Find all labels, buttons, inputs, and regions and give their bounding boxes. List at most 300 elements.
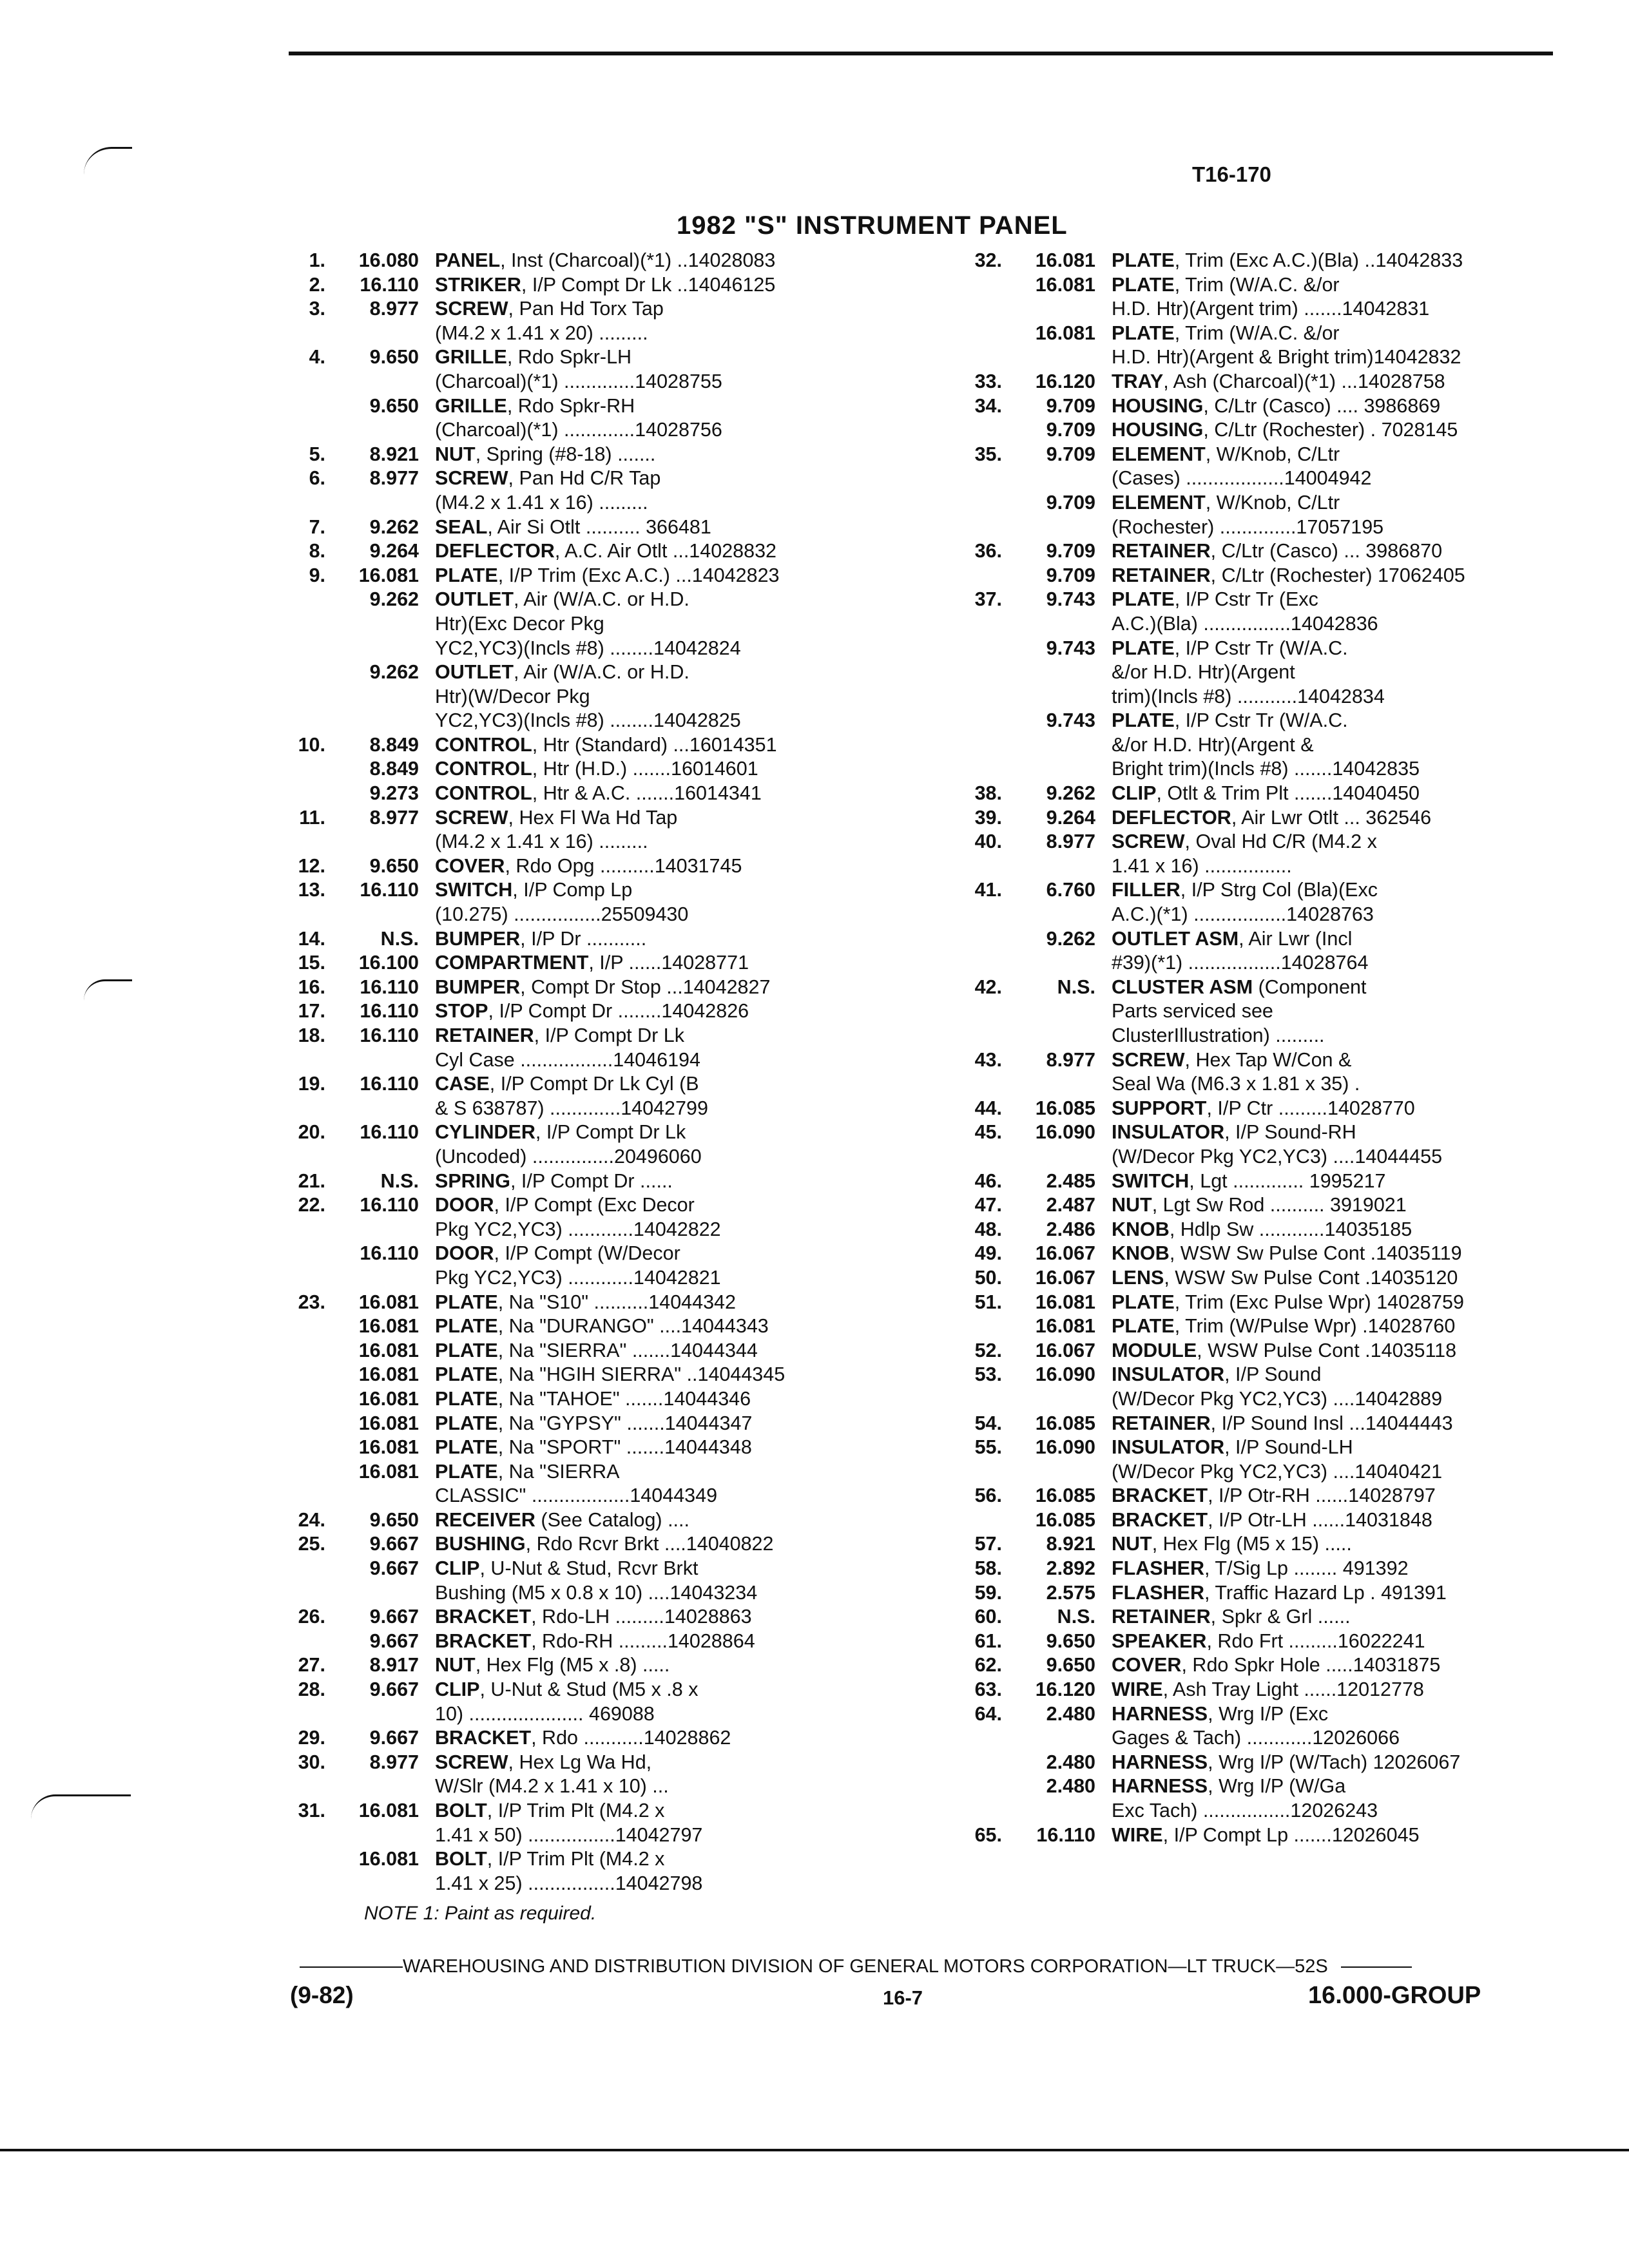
group-number: 16.110 (360, 879, 419, 901)
part-description: &/or H.D. Htr)(Argent (1112, 661, 1295, 684)
part-row (938, 322, 1547, 346)
part-row (938, 1532, 1547, 1557)
part-description: RETAINER, C/Ltr (Casco) ... 3986870 (1112, 540, 1443, 562)
part-name: COVER (435, 854, 505, 877)
footer-division-text: WAREHOUSING AND DISTRIBUTION DIVISION OF GENERAL MOTORS CORPORATION—LT TRUCK—52S (403, 1956, 1328, 1977)
group-number (325, 903, 419, 927)
group-number: 2.487 (1046, 1194, 1095, 1216)
item-number: 65. (974, 1823, 1002, 1846)
part-description: WIRE, I/P Compt Lp .......12026045 (1112, 1823, 1420, 1846)
footer-page-number: 16-7 (883, 1986, 923, 2009)
part-row (261, 1218, 880, 1242)
group-number: 16.100 (358, 952, 419, 974)
group-number: 9.667 (369, 1727, 419, 1749)
part-description: HARNESS, Wrg I/P (Exc (1112, 1702, 1329, 1725)
part-name: CLUSTER ASM (1112, 975, 1253, 998)
part-row (261, 1799, 880, 1823)
item-number (938, 612, 1002, 637)
part-name: PLATE (435, 1339, 498, 1361)
group-number: 16.081 (358, 1460, 419, 1483)
group-number: 8.977 (1046, 1048, 1095, 1071)
group-number: 9.650 (1046, 1654, 1095, 1677)
part-row (938, 1557, 1547, 1581)
group-number: 16.110 (360, 975, 419, 998)
part-description: TRAY, Ash (Charcoal)(*1) ...14028758 (1112, 370, 1445, 392)
part-description: Seal Wa (M6.3 x 1.81 x 35) . (1112, 1073, 1360, 1095)
part-description: COMPARTMENT, I/P ......14028771 (435, 952, 749, 974)
part-row (938, 685, 1547, 709)
part-description: SEAL, Air Si Otlt .......... 366481 (435, 515, 711, 538)
item-number: 15. (298, 952, 325, 974)
part-description: BOLT, I/P Trim Plt (M4.2 x (435, 1800, 665, 1821)
part-name: PLATE (1112, 249, 1175, 271)
group-number (325, 709, 419, 733)
part-description: 10) ..................... 469088 (435, 1702, 655, 1725)
part-description: SWITCH, Lgt ............. 1995217 (1112, 1169, 1386, 1192)
group-number: 9.667 (369, 1629, 419, 1652)
part-row (938, 878, 1547, 903)
part-row (938, 491, 1547, 515)
part-row (938, 951, 1547, 975)
group-number: 16.090 (1035, 1436, 1095, 1459)
item-number (938, 685, 1002, 709)
part-row (261, 1436, 880, 1460)
part-row (938, 515, 1547, 540)
item-number (261, 1218, 325, 1242)
group-number: 9.262 (369, 661, 419, 684)
group-number: 16.080 (358, 249, 419, 271)
item-number: 51. (974, 1291, 1002, 1313)
group-number (1002, 1387, 1095, 1412)
item-number: 5. (309, 443, 325, 465)
item-number: 12. (298, 854, 325, 877)
part-description: SCREW, Hex Fl Wa Hd Tap (435, 806, 678, 829)
part-row (261, 660, 880, 685)
group-number: 16.067 (1035, 1339, 1095, 1361)
part-name: FLASHER (1112, 1581, 1205, 1604)
part-description: KNOB, WSW Sw Pulse Cont .14035119 (1112, 1242, 1462, 1265)
part-name: SPRING (435, 1169, 510, 1192)
part-name: STOP (435, 1000, 488, 1023)
part-description: Htr)(W/Decor Pkg (435, 685, 590, 707)
item-number: 60. (974, 1606, 1002, 1628)
item-number (938, 927, 1002, 952)
group-number: 8.921 (369, 443, 419, 465)
group-number: 9.709 (1046, 540, 1095, 562)
item-number: 27. (298, 1654, 325, 1677)
part-name: SCREW (435, 806, 508, 829)
part-row (938, 1169, 1547, 1194)
part-row (938, 1653, 1547, 1678)
part-row (261, 1339, 880, 1363)
part-name: CONTROL (435, 733, 532, 756)
group-number (1002, 1024, 1095, 1048)
part-name: LENS (1112, 1266, 1164, 1289)
part-name: BRACKET (1112, 1485, 1208, 1507)
group-number: 16.081 (358, 1315, 419, 1338)
group-number: 6.760 (1046, 879, 1095, 901)
part-name: BRACKET (435, 1629, 532, 1652)
part-name: FILLER (1112, 879, 1181, 901)
part-description: & S 638787) .............14042799 (435, 1097, 708, 1119)
part-name: PLATE (435, 1387, 498, 1410)
part-description: HOUSING, C/Ltr (Rochester) . 7028145 (1112, 419, 1458, 441)
item-number (938, 757, 1002, 782)
top-rule (289, 52, 1553, 55)
part-description: KNOB, Hdlp Sw ............14035185 (1112, 1218, 1412, 1240)
part-description: 1.41 x 25) ................14042798 (435, 1872, 703, 1894)
part-description: (Cases) ..................14004942 (1112, 467, 1372, 490)
part-description: BUMPER, I/P Dr ........... (435, 927, 647, 950)
part-name: PLATE (1112, 588, 1175, 611)
group-number (1002, 733, 1095, 758)
item-number (938, 515, 1002, 540)
item-number (938, 491, 1002, 515)
item-number (261, 1145, 325, 1169)
part-description: YC2,YC3)(Incls #8) ........14042824 (435, 637, 741, 659)
part-row (938, 273, 1547, 298)
part-name: PANEL (435, 249, 501, 271)
part-name: WIRE (1112, 1678, 1163, 1701)
part-row (261, 345, 880, 370)
part-description: STOP, I/P Compt Dr ........14042826 (435, 1000, 749, 1023)
part-name: CLIP (435, 1678, 480, 1701)
footer-date: (9-82) (290, 1982, 354, 2008)
part-row (938, 757, 1547, 782)
group-number: 2.480 (1046, 1775, 1095, 1798)
item-number: 34. (974, 394, 1002, 417)
item-number (938, 999, 1002, 1024)
part-name: PLATE (1112, 322, 1175, 344)
item-number (261, 588, 325, 612)
part-description: COVER, Rdo Opg ..........14031745 (435, 854, 742, 877)
item-number (938, 709, 1002, 733)
part-description: INSULATOR, I/P Sound (1112, 1363, 1322, 1386)
group-number: 8.977 (369, 1751, 419, 1773)
part-row (261, 297, 880, 322)
part-row (261, 1872, 880, 1896)
part-description: CONTROL, Htr (Standard) ...16014351 (435, 733, 777, 756)
part-row (261, 322, 880, 346)
part-name: SCREW (435, 1751, 508, 1773)
part-description: PLATE, I/P Cstr Tr (W/A.C. (1112, 709, 1348, 732)
part-name: INSULATOR (1112, 1436, 1225, 1459)
part-row (938, 1774, 1547, 1799)
item-number: 44. (974, 1097, 1002, 1119)
group-number: 2.480 (1046, 1751, 1095, 1773)
part-description: FLASHER, T/Sig Lp ........ 491392 (1112, 1557, 1409, 1580)
part-name: PLATE (435, 1315, 498, 1338)
item-number: 7. (309, 515, 325, 538)
item-number: 9. (309, 564, 325, 586)
part-row (938, 806, 1547, 831)
group-number (1002, 1726, 1095, 1751)
group-number: 2.892 (1046, 1557, 1095, 1580)
part-description: DOOR, I/P Compt (Exc Decor (435, 1194, 695, 1216)
part-row (261, 612, 880, 637)
part-description: H.D. Htr)(Argent trim) .......14042831 (1112, 298, 1430, 320)
part-name: MODULE (1112, 1339, 1197, 1361)
group-number: 16.110 (360, 1024, 419, 1046)
footer-group: 16.000-GROUP (1308, 1982, 1481, 2009)
item-number (938, 322, 1002, 346)
item-number (261, 637, 325, 661)
item-number (938, 1145, 1002, 1169)
part-name: RETAINER (1112, 1412, 1211, 1434)
item-number: 54. (974, 1412, 1002, 1434)
item-number: 22. (298, 1194, 325, 1216)
item-number: 62. (974, 1654, 1002, 1677)
part-name: SUPPORT (1112, 1097, 1207, 1119)
group-number: N.S. (1057, 1606, 1095, 1628)
group-number: 16.110 (360, 1000, 419, 1023)
part-description: LENS, WSW Sw Pulse Cont .14035120 (1112, 1266, 1458, 1289)
part-description: CYLINDER, I/P Compt Dr Lk (435, 1121, 686, 1144)
part-row (938, 1605, 1547, 1629)
binder-mark-top (84, 147, 132, 175)
part-description: BRACKET, Rdo-LH .........14028863 (435, 1606, 752, 1628)
group-number: 9.650 (369, 854, 419, 877)
part-name: PLATE (1112, 709, 1175, 732)
part-description: Pkg YC2,YC3) ............14042822 (435, 1218, 721, 1240)
part-description: DEFLECTOR, Air Lwr Otlt ... 362546 (1112, 806, 1432, 829)
part-row (938, 370, 1547, 394)
part-description: WIRE, Ash Tray Light ......12012778 (1112, 1678, 1424, 1701)
group-number: 2.485 (1046, 1169, 1095, 1192)
part-row (938, 1823, 1547, 1848)
page-title: 1982 "S" INSTRUMENT PANEL (677, 211, 1068, 240)
group-number (325, 1872, 419, 1896)
part-description: BRACKET, I/P Otr-LH ......14031848 (1112, 1508, 1432, 1531)
item-number: 36. (974, 540, 1002, 562)
part-description: CONTROL, Htr & A.C. .......16014341 (435, 782, 762, 805)
item-number: 3. (309, 298, 325, 320)
group-number (325, 418, 419, 443)
group-number: 16.081 (1035, 273, 1095, 296)
part-row (938, 1484, 1547, 1508)
part-row (261, 951, 880, 975)
group-number: 9.262 (369, 588, 419, 611)
part-description: PLATE, Na "GYPSY" .......14044347 (435, 1412, 753, 1434)
item-number (938, 273, 1002, 298)
footnote: NOTE 1: Paint as required. (364, 1903, 597, 1924)
part-row (938, 999, 1547, 1024)
part-description: PANEL, Inst (Charcoal)(*1) ..14028083 (435, 249, 776, 271)
part-description: BUSHING, Rdo Rcvr Brkt ....14040822 (435, 1533, 774, 1555)
group-number (1002, 951, 1095, 975)
part-name: PLATE (435, 1460, 498, 1483)
group-number: 9.667 (369, 1557, 419, 1580)
part-description: (Charcoal)(*1) .............14028756 (435, 419, 722, 441)
item-number: 23. (298, 1291, 325, 1313)
part-row (938, 1193, 1547, 1218)
part-row (261, 539, 880, 564)
part-description: trim)(Incls #8) ...........14042834 (1112, 685, 1385, 707)
group-number (325, 637, 419, 661)
group-number: 16.081 (358, 564, 419, 586)
part-row (261, 588, 880, 612)
part-name: RETAINER (1112, 540, 1211, 562)
item-number: 18. (298, 1024, 325, 1046)
part-row (261, 830, 880, 854)
part-description: PLATE, Na "HGIH SIERRA" ..14044345 (435, 1363, 786, 1386)
item-number (261, 1557, 325, 1581)
part-row (938, 345, 1547, 370)
part-description: (W/Decor Pkg YC2,YC3) ....14042889 (1112, 1387, 1443, 1410)
part-row (261, 1774, 880, 1799)
part-name: PLATE (1112, 1291, 1175, 1313)
item-number: 24. (298, 1508, 325, 1531)
item-number (938, 1387, 1002, 1412)
group-number: 16.081 (358, 1412, 419, 1434)
part-description: COVER, Rdo Spkr Hole .....14031875 (1112, 1654, 1441, 1677)
part-row (261, 249, 880, 273)
part-row (938, 1387, 1547, 1412)
part-row (938, 1751, 1547, 1775)
part-description: CONTROL, Htr (H.D.) .......16014601 (435, 758, 758, 780)
part-description: SCREW, Pan Hd Torx Tap (435, 298, 664, 320)
item-number (938, 345, 1002, 370)
part-row (938, 1242, 1547, 1266)
group-number: 9.709 (1046, 419, 1095, 441)
part-description: W/Slr (M4.2 x 1.41 x 10) ... (435, 1775, 669, 1798)
part-row (261, 443, 880, 467)
part-name: COMPARTMENT (435, 952, 589, 974)
item-number (261, 1823, 325, 1848)
item-number (261, 1774, 325, 1799)
item-number: 31. (298, 1800, 325, 1821)
group-number: 16.110 (360, 1121, 419, 1144)
part-row (261, 999, 880, 1024)
part-row (938, 709, 1547, 733)
part-name: GRILLE (435, 346, 507, 369)
part-description: (M4.2 x 1.41 x 20) ......... (435, 322, 648, 344)
part-row (261, 854, 880, 879)
part-name: OUTLET (435, 661, 514, 684)
part-name: HOUSING (1112, 394, 1204, 417)
group-number (1002, 660, 1095, 685)
part-description: GRILLE, Rdo Spkr-LH (435, 346, 632, 369)
item-number (261, 1460, 325, 1485)
part-description: NUT, Lgt Sw Rod .......... 3919021 (1112, 1194, 1407, 1216)
part-name: BUMPER (435, 975, 521, 998)
group-number: 8.977 (369, 298, 419, 320)
part-description: Bushing (M5 x 0.8 x 10) ....14043234 (435, 1581, 758, 1604)
item-number: 35. (974, 443, 1002, 465)
group-number: 2.575 (1046, 1581, 1095, 1604)
part-name: BUMPER (435, 927, 521, 950)
item-number: 63. (974, 1678, 1002, 1701)
part-description: DOOR, I/P Compt (W/Decor (435, 1242, 680, 1265)
item-number: 45. (974, 1121, 1002, 1144)
part-name: RECEIVER (435, 1508, 535, 1531)
group-number: 16.081 (1035, 1315, 1095, 1338)
part-row (938, 1218, 1547, 1242)
item-number (261, 370, 325, 394)
part-row (261, 394, 880, 419)
item-number: 61. (974, 1629, 1002, 1652)
item-number (261, 903, 325, 927)
group-number: N.S. (380, 1169, 419, 1192)
part-name: PLATE (435, 1412, 498, 1434)
group-number (325, 1702, 419, 1727)
item-number (938, 733, 1002, 758)
part-row (938, 733, 1547, 758)
item-number: 46. (974, 1169, 1002, 1192)
part-description: NUT, Hex Flg (M5 x 15) ..... (1112, 1533, 1352, 1555)
part-row (938, 1726, 1547, 1751)
part-name: BRACKET (435, 1727, 532, 1749)
part-description: ELEMENT, W/Knob, C/Ltr (1112, 443, 1340, 465)
group-number: 9.709 (1046, 491, 1095, 514)
item-number (938, 1024, 1002, 1048)
item-number (938, 564, 1002, 588)
item-number: 48. (974, 1218, 1002, 1240)
part-row (261, 1314, 880, 1339)
part-row (261, 1581, 880, 1606)
group-number: 16.081 (358, 1387, 419, 1410)
part-description: 1.41 x 16) ................ (1112, 854, 1292, 877)
part-description: Cyl Case .................14046194 (435, 1048, 700, 1071)
footer-dash-left (300, 1966, 403, 1968)
group-number (1002, 903, 1095, 927)
part-description: INSULATOR, I/P Sound-LH (1112, 1436, 1353, 1459)
part-name: DOOR (435, 1242, 494, 1265)
part-row (938, 564, 1547, 588)
part-name: RETAINER (435, 1024, 534, 1046)
part-row (261, 806, 880, 831)
part-row (261, 1072, 880, 1097)
part-description: PLATE, Na "S10" ..........14044342 (435, 1291, 736, 1313)
part-row (261, 1605, 880, 1629)
item-number (938, 951, 1002, 975)
group-number (325, 1266, 419, 1291)
part-row (261, 1508, 880, 1533)
footer-division (300, 1956, 1412, 1977)
item-number (261, 1387, 325, 1412)
group-number: 16.085 (1035, 1097, 1095, 1119)
bottom-rule (0, 2149, 1629, 2151)
group-number (325, 1097, 419, 1121)
part-description: (Charcoal)(*1) .............14028755 (435, 370, 722, 392)
item-number (261, 830, 325, 854)
group-number: 9.743 (1046, 588, 1095, 611)
item-number (938, 1460, 1002, 1485)
part-description: OUTLET, Air (W/A.C. or H.D. (435, 661, 689, 684)
group-number: 16.067 (1035, 1266, 1095, 1289)
part-row (261, 1193, 880, 1218)
item-number (261, 1314, 325, 1339)
group-number: 8.977 (1046, 831, 1095, 853)
item-number (261, 418, 325, 443)
part-row (261, 1702, 880, 1727)
item-number (261, 1629, 325, 1654)
part-row (938, 1097, 1547, 1121)
item-number: 50. (974, 1266, 1002, 1289)
part-description: HOUSING, C/Ltr (Casco) .... 3986869 (1112, 394, 1441, 417)
item-number (261, 394, 325, 419)
item-number: 29. (298, 1727, 325, 1749)
part-row (261, 1678, 880, 1702)
part-name: KNOB (1112, 1242, 1170, 1265)
part-row (938, 1145, 1547, 1169)
part-name: KNOB (1112, 1218, 1170, 1240)
item-number: 64. (974, 1702, 1002, 1725)
part-description: PLATE, Trim (Exc A.C.)(Bla) ..14042833 (1112, 249, 1463, 271)
part-name: GRILLE (435, 394, 507, 417)
item-number (261, 1436, 325, 1460)
part-name: HARNESS (1112, 1775, 1208, 1798)
